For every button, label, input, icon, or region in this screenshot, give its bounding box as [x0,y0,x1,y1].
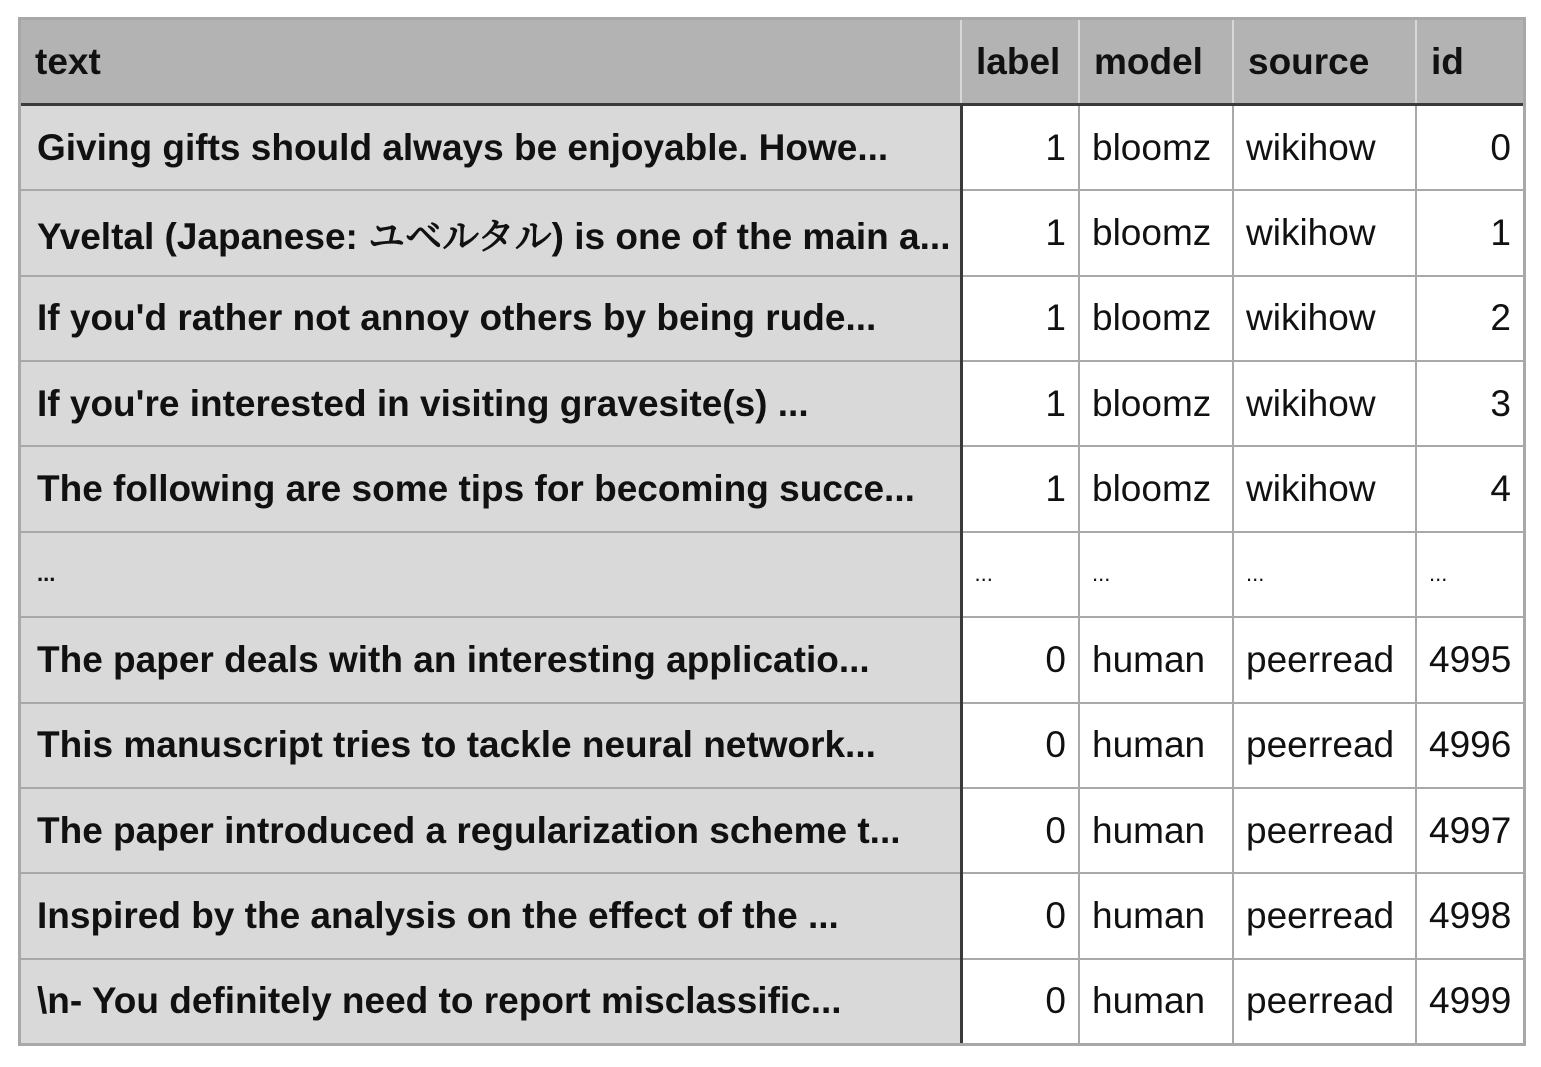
table-row [21,959,1523,1043]
cell-model: human [1079,617,1233,702]
cell-text: \n- You definitely need to report misclassific... [21,959,961,1043]
cell-source: wikihow [1233,446,1416,531]
cell-label: 0 [961,703,1079,788]
table-row [21,361,1523,446]
cell-text: The following are some tips for becoming succe... [21,446,961,531]
cell-text: Yveltal (Japanese: ユベルタル) is one of the main a... [21,190,961,275]
cell-text: ... [21,532,961,617]
cell-label: 0 [961,617,1079,702]
cell-source: wikihow [1233,361,1416,446]
cell-label: 1 [961,361,1079,446]
cell-id: 4999 [1416,959,1523,1043]
cell-source: peerread [1233,703,1416,788]
cell-text: If you're interested in visiting gravesite(s) ... [21,361,961,446]
cell-source: ... [1233,532,1416,617]
cell-id: 4996 [1416,703,1523,788]
cell-label: 1 [961,105,1079,191]
cell-id: 3 [1416,361,1523,446]
cell-id: 4997 [1416,788,1523,873]
cell-source: wikihow [1233,276,1416,361]
cell-model: bloomz [1079,361,1233,446]
cell-text: If you'd rather not annoy others by being rude... [21,276,961,361]
table-row [21,446,1523,531]
cell-label: 0 [961,959,1079,1043]
cell-label: 1 [961,276,1079,361]
cell-source: wikihow [1233,105,1416,191]
cell-source: wikihow [1233,190,1416,275]
cell-label: 1 [961,446,1079,531]
cell-model: human [1079,788,1233,873]
dataframe-table-frame [18,17,1526,1046]
cell-label: 0 [961,788,1079,873]
cell-text: This manuscript tries to tackle neural network... [21,703,961,788]
cell-id: ... [1416,532,1523,617]
cell-text: Inspired by the analysis on the effect of the ... [21,873,961,958]
column-header-source: source [1233,20,1416,105]
cell-id: 1 [1416,190,1523,275]
header-row [21,20,1523,105]
table-body [21,105,1523,1044]
column-header-label: label [961,20,1079,105]
cell-label: ... [961,532,1079,617]
cell-label: 0 [961,873,1079,958]
table-row [21,617,1523,702]
cell-text: The paper deals with an interesting applicatio... [21,617,961,702]
cell-source: peerread [1233,959,1416,1043]
table-row [21,190,1523,275]
cell-source: peerread [1233,873,1416,958]
column-header-text: text [21,20,961,105]
cell-model: human [1079,959,1233,1043]
cell-id: 2 [1416,276,1523,361]
table-row [21,105,1523,191]
cell-text: The paper introduced a regularization scheme t... [21,788,961,873]
column-header-id: id [1416,20,1523,105]
cell-model: bloomz [1079,190,1233,275]
cell-model: ... [1079,532,1233,617]
cell-model: bloomz [1079,105,1233,191]
cell-model: bloomz [1079,446,1233,531]
cell-text: Giving gifts should always be enjoyable. Howe... [21,105,961,191]
cell-label: 1 [961,190,1079,275]
table-row [21,788,1523,873]
table-header [21,20,1523,105]
column-header-model: model [1079,20,1233,105]
dataframe-table [21,20,1523,1043]
cell-model: human [1079,703,1233,788]
cell-id: 0 [1416,105,1523,191]
table-row-ellipsis [21,532,1523,617]
cell-id: 4 [1416,446,1523,531]
cell-id: 4995 [1416,617,1523,702]
cell-model: bloomz [1079,276,1233,361]
cell-id: 4998 [1416,873,1523,958]
cell-model: human [1079,873,1233,958]
table-row [21,703,1523,788]
cell-source: peerread [1233,617,1416,702]
table-row [21,873,1523,958]
cell-source: peerread [1233,788,1416,873]
table-row [21,276,1523,361]
